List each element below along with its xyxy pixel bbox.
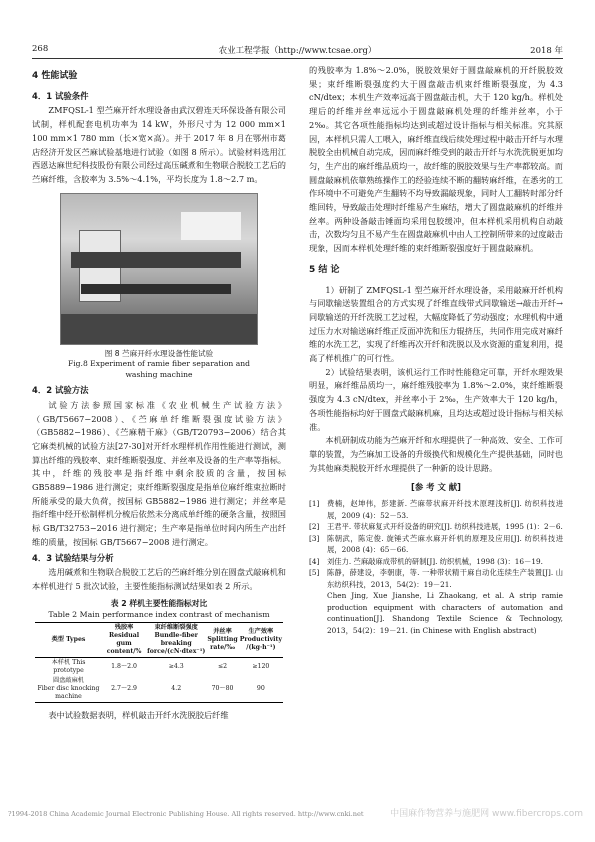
header-breaking-force: 束纤维断裂强度 Bundle-fiber breaking force/(cN·dtex⁻¹) — [147, 623, 206, 655]
header-productivity: 生产效率 Productivity /(kg·h⁻¹) — [239, 627, 282, 651]
page-footer — [8, 810, 587, 818]
reference-item-english: Chen Jing, Xue Jianshe, Li Zhaokang, et al. A strip ramie production equipment with characters of automation and continuation[J]. Shandong Textile Science & Technology, 2013，54(2)：19－21. (in Chinese with English abstract) — [327, 591, 563, 635]
paragraph-analysis-continued: 的残胶率为 1.8%～2.0%，脱胶效果好于圆盘敲麻机的开纤脱胶效果；束纤维断裂强度约大于圆盘敲击机束纤维断裂强度，为 4.3 cN/dtex；本机生产效率远高于圆盘敲击机，大于 120 kg/h。样机处理后的纤维并丝率远远小于圆盘敲麻机处理的纤维并丝率，小于 2‰。其它各项性能指标均达到或超过设计指标与相关标准。究其原因，本样机只需人工喂入，麻纤维直线后续处理过程中敲击开纤与水理脱胶全由机械自动完成，因而麻纤维受到的敲击开纤与水洗洗脱更加均匀，生产出的麻纤维品质均一，故纤维的脱胶效果与生产率都较高。而圆盘敲麻机依靠熟练操作工的经验连续不断的翻转麻纤维，在悉劣的工作环境中不可避免产生翻转不均导致漏敲现象，同时人工翻转时部分纤维回转，导致敲击处理时纤维易产生麻结，增大了圆盘敲麻机的纤维并丝率。两种设备敲击锤面均采用包胶缓冲，但本样机采用机构自动敲击，次数均匀且不易产生在圆盘敲麻机中由人工控制所带来的过度敲击现象，因而本样机处理纤维的束纤维断裂强度好于圆盘敲麻机。 — [309, 65, 563, 254]
header-types: 类型 Types — [51, 635, 86, 643]
page-number: 268 — [32, 44, 49, 54]
reference-item: [2] 王君平. 带状麻复式开纤设备的研究[J]. 纺织科技进展，1995 (1)：2－6. — [309, 522, 563, 532]
references-title: [参 考 文 献] — [411, 482, 461, 493]
cell-breaking-force: 4.2 — [171, 684, 182, 692]
cell-splitting-rate: 70～80 — [211, 684, 234, 692]
conclusion-1: 1）研制了 ZMFQSL-1 型苎麻开纤水理设备，采用敲麻开纤机构与同歇输送装置组合的方式实现了纤维直线带式同歇输送→敲击开纤→同歇输送的开纤洗脱工艺过程，大幅度降低了劳动强度；水理机构中通过压力水对输送麻纤维正反面冲洗和压力辊挤压，共同作用完成对麻纤维的水洗工艺，实现了纤维再次开纤和洗脱以及水资源的重复利用，提高了样机推广的可行性。 — [309, 284, 563, 364]
reference-item: [1] 费楠，赵坤伟，彭建新. 苎麻带状麻开纤技术原理浅析[J]. 纺织科技进展，2009 (4)：52－53. — [309, 499, 563, 520]
cell-productivity: ≥120 — [252, 662, 270, 670]
subsection-heading-4-3: 4．3 试验结果与分析 — [32, 552, 114, 563]
header-splitting-rate: 并丝率 Splitting rate/‰ — [207, 627, 238, 651]
table-row — [35, 657, 283, 676]
section-heading-4: 4 性能试验 — [32, 71, 78, 81]
reference-item: [5] 陈静，薛建设，李朝康，等. 一种带状精干麻自动化连续生产装置[J]. 山东纺织科技，2013，54(2)：19－21. — [309, 568, 563, 589]
cell-productivity: 90 — [256, 684, 265, 692]
running-header — [32, 44, 563, 56]
conclusion-2: 2）试验结果表明，该机运行工作时性能稳定可靠，开纤水理效果明显，麻纤维品质均一，麻纤维残胶率为 1.8%～2.0%，束纤维断裂强度为 4.3 cN/dtex，并丝率小于 2‰，生产效率大于 120 kg/h，各项性能指标均好于圆盘式敲麻机麻，且均达或超过设计指标与相关标准。 — [309, 366, 563, 432]
right-column — [309, 64, 563, 636]
figure-8-caption-en-1: Fig.8 Experiment of ramie fiber separation and — [67, 359, 251, 369]
row-type: 本样机 This prototype — [51, 658, 86, 674]
header-rule — [32, 58, 563, 59]
conclusion-3: 本机研制成功能为苎麻开纤和水理提供了一种高效、安全、工作可靠的装置，为苎麻加工设备的升级换代和规模化生产提供基础，同时也为其他麻类脱胶开纤水理提供了一种新的设计思路。 — [309, 435, 563, 473]
cell-breaking-force: ≥4.3 — [168, 662, 184, 670]
paragraph-test-method: 试验方法参照国家标准《农业机械生产试验方法》（GB/T5667−2008）、《苎麻单纤维断裂强度试验方法》（GB5882−1986）、《苎麻精干麻》（GB/T20793−2006）结合其它麻类机械的试验方法[27-30]对开纤水理样机作用性能进行测试，测算出纤维的残胶率、束纤维断裂强度、并丝率及设备的生产率等指标。其中，纤维的残胶率是指纤维中剩余胶质的含量，按国标 GB5889−1986 进行测定；束纤维断裂强度是指单位麻纤维束拉断时所能承受的最大负荷，按国标 GB5882−1986 进行测定；并丝率是指纤维中经开松制样机分梳后依然未分离成单纤维的硬条含量，按照国标 GB/T32753−2016 进行测定；生产率是指单位时间内所生产出纤维的质量，按国标 GB/T5667−2008 进行测定。 — [32, 399, 286, 547]
journal-title: 农业工程学报（http://www.tcsae.org） — [218, 46, 377, 56]
table-2-caption-zh: 表 2 样机主要性能指标对比 — [110, 598, 208, 608]
paragraph-test-conditions: ZMFQSL-1 型苎麻开纤水理设备由武汉碧连天环保设备有限公司试制，样机配套电机功率为 14 kW，外形尺寸为 12 000 mm×1 100 mm×1 780 mm（长×宽×高）。并于 2017 年 8 月在鄂州市葛店经济开发区苎麻试验基地进行试验（如图 8 所示）。试验材料选用江西恩达麻世纪科技股份有限公司经过高压碱煮和生物联合脱胶工艺后的苎麻纤维，含胶率为 3.5%～4.1%，平均长度为 1.8～2.7 m。 — [32, 105, 286, 184]
cell-splitting-rate: ≤2 — [217, 662, 228, 670]
header-year: 2018 年 — [530, 46, 563, 56]
reference-item: [3] 陈朝武，陈定俊. 旋锤式苎麻水麻开纤机的原理及应用[J]. 纺织科技进展，2008 (4)：65－66. — [309, 533, 563, 555]
reference-item: [4] 刘佳力. 苎麻敲麻成带机的研制[J]. 纺织机械，1998 (3)：16－19. — [309, 556, 543, 566]
section-heading-5: 5 结 论 — [309, 264, 340, 275]
subsection-heading-4-1: 4．1 试验条件 — [32, 90, 89, 101]
paragraph-table-analysis-start: 表中试验数据表明，样机敲击开纤水洗脱胶后纤维 — [48, 709, 229, 720]
copyright-line: ?1994-2018 China Academic Journal Electronic Publishing House. All rights reserved. http://www.cnki.net — [8, 810, 364, 818]
figure-8-photo — [60, 193, 258, 345]
references-list — [309, 498, 563, 636]
table-2-caption-en: Table 2 Main performance index contrast of mechanism — [48, 609, 270, 619]
header-residual-gum: 残胶率 Residual gum content/% — [106, 623, 142, 655]
cell-residual-gum: 1.8～2.0 — [111, 662, 137, 670]
left-column — [32, 64, 286, 722]
performance-table — [35, 622, 283, 703]
row-type: 圆盘敲麻机 Fiber disc knocking machine — [37, 676, 100, 700]
paragraph-results-intro: 选用碱煮和生物联合脱胶工艺后的苎麻纤维分别在圆盘式敲麻机和本样机进行 5 批次试验，主要性能指标测试结果如表 2 所示。 — [32, 567, 286, 591]
figure-8-caption-en-2: washing machine — [125, 369, 193, 379]
figure-8-caption-zh: 图 8 苎麻开纤水理设备性能试验 — [104, 348, 214, 358]
table-header-row — [35, 622, 283, 657]
subsection-heading-4-2: 4．2 试验方法 — [32, 385, 89, 396]
table-row — [35, 676, 283, 703]
cell-residual-gum: 2.7～2.9 — [111, 684, 137, 692]
watermark-text: 中国麻作物营养与施肥网 www.fibercrops.com — [390, 809, 583, 819]
